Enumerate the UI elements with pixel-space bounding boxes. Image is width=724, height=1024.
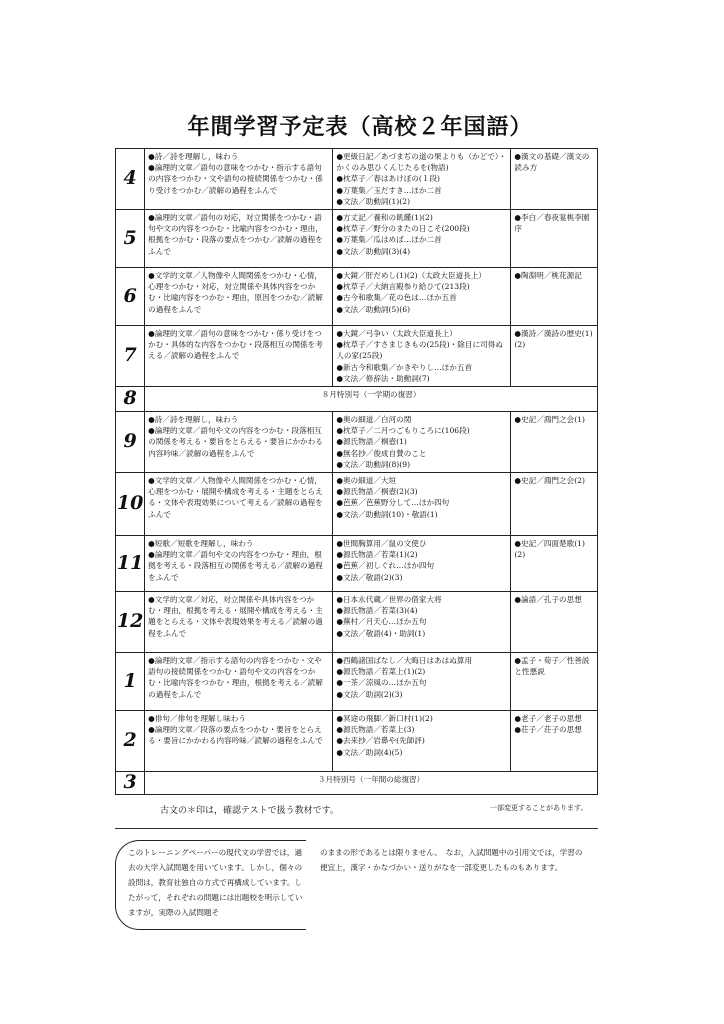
schedule-row bbox=[116, 412, 598, 473]
month-cell: 6 bbox=[116, 268, 145, 326]
footnote-right: 一部変更することがあります。 bbox=[490, 804, 588, 812]
chinese-classics-cell bbox=[511, 149, 598, 210]
syllabus-item: ●芭蕉／芭蕉野分して…ほか四句 bbox=[336, 498, 450, 508]
syllabus-item: ●短歌／短歌を理解し，味わう bbox=[148, 539, 254, 549]
syllabus-item: ●万葉集／玉だすき…ほか二首 bbox=[336, 185, 442, 195]
divider bbox=[115, 828, 598, 829]
syllabus-item: ●論語／孔子の思想 bbox=[514, 595, 582, 605]
syllabus-item: ●古今和歌集／花の色は…ほか五首 bbox=[336, 293, 457, 303]
syllabus-item: ●一茶／涼風の…ほか五句 bbox=[336, 678, 427, 688]
schedule-row bbox=[116, 653, 598, 711]
chinese-classics-cell bbox=[511, 210, 598, 268]
modern-text-cell bbox=[145, 149, 333, 210]
classical-text-cell bbox=[333, 326, 511, 387]
classical-text-cell bbox=[333, 653, 511, 711]
syllabus-item: ●西鶴諸国ばなし／大晦日はあはぬ算用 bbox=[336, 656, 473, 666]
schedule-row bbox=[116, 711, 598, 772]
month-cell: 11 bbox=[116, 536, 145, 592]
syllabus-item: ●去来抄／岩鼻や(先師評) bbox=[336, 736, 425, 746]
syllabus-item: ●枕草子／春はあけぼの(１段) bbox=[336, 174, 441, 184]
syllabus-item: ●論理的文章／指示する語句の内容をつかむ・文や語句の接続関係をつかむ・語句や文の内容をつかむ・比喩内容をつかむ・理由，根拠を考える／読解の過程をふんで bbox=[148, 656, 323, 699]
month-cell: 10 bbox=[116, 473, 145, 536]
special-issue-cell: ８月特別号（一学期の復習） bbox=[145, 387, 598, 412]
syllabus-item: ●源氏物語／若菜上(3) bbox=[336, 725, 415, 735]
syllabus-item: ●文法／助動詞(1)(2) bbox=[336, 196, 411, 206]
schedule-row bbox=[116, 210, 598, 268]
syllabus-item: ●世間胸算用／鼠の文使ひ bbox=[336, 539, 427, 549]
classical-text-cell bbox=[333, 711, 511, 772]
syllabus-item: ●文法／修辞法・助動詞(7) bbox=[336, 373, 430, 383]
chinese-classics-cell bbox=[511, 268, 598, 326]
syllabus-item: ●枕草子／野分のまたの日こそ(200段) bbox=[336, 224, 470, 234]
chinese-classics-cell bbox=[511, 326, 598, 387]
syllabus-item: ●史記／鴻門之会(1) bbox=[514, 415, 585, 425]
page-title: 年間学習予定表（高校２年国語） bbox=[187, 114, 533, 140]
note-right-paragraph: のままの形であるとは限りません。 なお，入試問題中の引用文では，学習の便宜上，漢字・かなづかい・送りがなを一部変更したものもあります。 bbox=[320, 848, 583, 872]
syllabus-item: ●無名抄／俊成自賛のこと bbox=[336, 448, 427, 458]
syllabus-item: ●源氏物語／若菜上(1)(2) bbox=[336, 667, 426, 677]
chinese-classics-cell bbox=[511, 711, 598, 772]
chinese-classics-cell bbox=[511, 653, 598, 711]
syllabus-item: ●文法／敬語(2)(3) bbox=[336, 572, 403, 582]
syllabus-item: ●文法／助詞(2)(3) bbox=[336, 689, 403, 699]
syllabus-item: ●史記／鴻門之会(2) bbox=[514, 476, 585, 486]
syllabus-item: ●冥途の飛脚／新口村(1)(2) bbox=[336, 714, 433, 724]
modern-text-cell bbox=[145, 412, 333, 473]
classical-text-cell bbox=[333, 592, 511, 653]
chinese-classics-cell bbox=[511, 473, 598, 536]
syllabus-item: ●文学的文章／人物像や人間関係をつかむ・心情，心理をつかむ・展開や構成を考える・主題をとらえる・文体や表現効果について考える／読解の過程をふんで bbox=[148, 476, 323, 519]
syllabus-item: ●源氏物語／桐壺(1) bbox=[336, 437, 407, 447]
syllabus-item: ●史記／四面楚歌(1)(2) bbox=[514, 539, 585, 560]
syllabus-item: ●文法／助動詞(5)(6) bbox=[336, 304, 411, 314]
month-cell: 5 bbox=[116, 210, 145, 268]
schedule-row bbox=[116, 536, 598, 592]
month-cell: 2 bbox=[116, 711, 145, 772]
schedule-row bbox=[116, 268, 598, 326]
syllabus-item: ●蕪村／月天心…ほか五句 bbox=[336, 617, 427, 627]
syllabus-item: ●奥の細道／大垣 bbox=[336, 476, 397, 486]
syllabus-item: ●論理的文章／語句や文の内容をつかむ・理由，根拠を考える・段落相互の関係を考える／読解の過程をふんで bbox=[148, 550, 323, 582]
syllabus-item: ●更級日記／あづまぢの道の果よりも（かどで）・かくのみ思ひくんじたるを(物語) bbox=[336, 152, 507, 173]
syllabus-item: ●詩／詩を理解し，味わう bbox=[148, 415, 239, 425]
schedule-row bbox=[116, 772, 598, 795]
syllabus-item: ●漢文の基礎／漢文の読み方 bbox=[514, 152, 590, 173]
syllabus-item: ●源氏物語／桐壺(2)(3) bbox=[336, 487, 418, 497]
syllabus-item: ●文法／敬語(4)・助詞(1) bbox=[336, 628, 426, 638]
schedule-row bbox=[116, 473, 598, 536]
modern-text-cell bbox=[145, 711, 333, 772]
syllabus-item: ●論理的文章／語句や文の内容をつかむ・段落相互の関係を考える・要旨をとらえる・要旨にかかわる内容吟味／読解の過程をふんで bbox=[148, 426, 323, 458]
schedule-row bbox=[116, 149, 598, 210]
classical-text-cell bbox=[333, 149, 511, 210]
month-cell: 1 bbox=[116, 653, 145, 711]
syllabus-item: ●源氏物語／若菜(3)(4) bbox=[336, 606, 418, 616]
schedule-row bbox=[116, 387, 598, 412]
classical-text-cell bbox=[333, 268, 511, 326]
chinese-classics-cell bbox=[511, 592, 598, 653]
syllabus-item: ●大鏡／肝だめし(1)(2)（太政大臣道長上） bbox=[336, 271, 486, 281]
syllabus-item: ●文学的文章／対応，対立関係や具体内容をつかむ・理由，根拠を考える・展開や構成を考える・主題をとらえる・文体や表現効果を考える／読解の過程をふんで bbox=[148, 595, 323, 638]
modern-text-cell bbox=[145, 473, 333, 536]
syllabus-item: ●源氏物語／若菜(1)(2) bbox=[336, 550, 418, 560]
note-left-paragraph: このトレーニングペーパーの現代文の学習では，過去の大学入試問題を用いています。しかし，個々の設問は，教育社独自の方式で再構成しています。したがって，それぞれの問題には出題校を明示していますが，実際の入試問題そ bbox=[128, 848, 303, 917]
modern-text-cell bbox=[145, 653, 333, 711]
syllabus-item: ●文法／助動詞(10)・敬語(1) bbox=[336, 509, 438, 519]
schedule-row bbox=[116, 592, 598, 653]
month-cell: 3 bbox=[116, 772, 145, 795]
syllabus-item: ●奥の細道／白河の関 bbox=[336, 415, 412, 425]
modern-text-cell bbox=[145, 536, 333, 592]
modern-text-cell bbox=[145, 268, 333, 326]
syllabus-item: ●李白／春夜宴桃李園序 bbox=[514, 213, 590, 234]
syllabus-item: ●大鏡／弓争い（太政大臣道長上） bbox=[336, 329, 457, 339]
modern-text-cell bbox=[145, 592, 333, 653]
modern-text-cell bbox=[145, 326, 333, 387]
modern-text-cell bbox=[145, 210, 333, 268]
syllabus-item: ●論理的文章／段落の要点をつかむ・要旨をとらえる・要旨にかかわる内容吟味／読解の過程をふんで bbox=[148, 725, 323, 746]
chinese-classics-cell bbox=[511, 536, 598, 592]
footnote: 古文の＊印は，確認テストで扱う教材です。 bbox=[160, 806, 339, 816]
syllabus-item: ●詩／詩を理解し，味わう bbox=[148, 152, 239, 161]
syllabus-item: ●枕草子／すさまじきもの(25段)・除目に司得ぬ人の家(25段) bbox=[336, 340, 503, 361]
classical-text-cell bbox=[333, 412, 511, 473]
classical-text-cell bbox=[333, 536, 511, 592]
chinese-classics-cell bbox=[511, 412, 598, 473]
syllabus-item: ●文法／助動詞(3)(4) bbox=[336, 246, 411, 256]
syllabus-item: ●論理的文章／語句の対応，対立関係をつかむ・語句や文の内容をつかむ・比喩内容をつかむ・理由，根拠をつかむ・段落の要点をつかむ／読解の過程をふんで bbox=[148, 213, 323, 256]
schedule-row bbox=[116, 326, 598, 387]
syllabus-item: ●文法／助詞(4)(5) bbox=[336, 747, 403, 757]
schedule-table bbox=[115, 148, 598, 795]
syllabus-item: ●荘子／荘子の思想 bbox=[514, 725, 582, 735]
syllabus-item: ●俳句／俳句を理解し味わう bbox=[148, 714, 246, 724]
month-cell: 4 bbox=[116, 149, 145, 210]
syllabus-item: ●万葉集／瓜はめば…ほか二首 bbox=[336, 235, 442, 245]
syllabus-item: ●孟子・荀子／性善説と性悪説 bbox=[514, 656, 590, 677]
syllabus-item: ●文学的文章／人物像や人間関係をつかむ・心情，心理をつかむ・対応，対立関係や具体内容をつかむ・比喩内容をつかむ・理由，原因をつかむ／読解の過程をふんで bbox=[148, 271, 323, 314]
syllabus-item: ●芭蕉／初しぐれ…ほか四句 bbox=[336, 561, 435, 571]
syllabus-item: ●枕草子／大納言殿参り給ひて(213段) bbox=[336, 282, 470, 292]
syllabus-item: ●漢詩／漢詩の歴史(1)(2) bbox=[514, 329, 593, 350]
syllabus-item: ●方丈記／養和の飢饉(1)(2) bbox=[336, 213, 433, 223]
syllabus-item: ●新古今和歌集／かきやりし…ほか五首 bbox=[336, 362, 473, 372]
special-issue-cell: ３月特別号（一年間の総復習） bbox=[145, 772, 598, 795]
syllabus-item: ●老子／老子の思想 bbox=[514, 714, 582, 724]
month-cell: 8 bbox=[116, 387, 145, 412]
syllabus-item: ●論理的文章／語句の意味をつかむ・指示する語句の内容をつかむ・文や語句の接続関係をつかむ・係り受けをつかむ／読解の過程をふんで bbox=[148, 163, 323, 195]
syllabus-item: ●論理的文章／語句の意味をつかむ・係り受けをつかむ・具体的な内容をつかむ・段落相互の関係を考える／読解の過程をふんで bbox=[148, 329, 323, 361]
month-cell: 12 bbox=[116, 592, 145, 653]
syllabus-item: ●陶淵明／桃花源記 bbox=[514, 271, 582, 281]
syllabus-item: ●文法／助動詞(8)(9) bbox=[336, 459, 411, 469]
syllabus-item: ●日本永代蔵／世界の借家大将 bbox=[336, 595, 442, 605]
classical-text-cell bbox=[333, 210, 511, 268]
month-cell: 9 bbox=[116, 412, 145, 473]
syllabus-item: ●枕草子／二月つごもりころに(106段) bbox=[336, 426, 470, 436]
month-cell: 7 bbox=[116, 326, 145, 387]
classical-text-cell bbox=[333, 473, 511, 536]
